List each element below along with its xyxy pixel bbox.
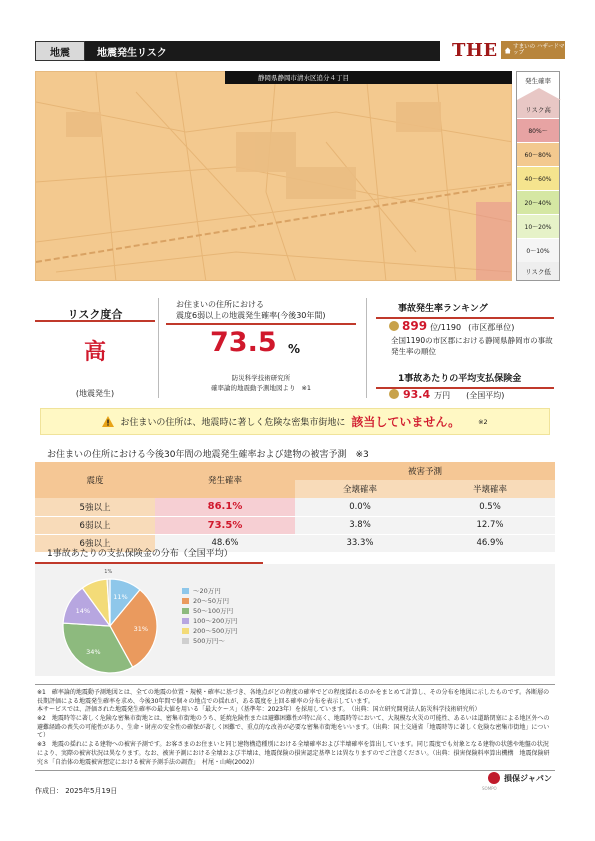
logo-subtitle bbox=[501, 41, 565, 59]
ranking-heading: 事故発生率ランキング bbox=[376, 301, 554, 319]
legend-high: リスク高 bbox=[517, 100, 559, 118]
th-probability: 発生確率 bbox=[155, 462, 295, 498]
ranking-value: 899 bbox=[402, 319, 428, 333]
probability-table bbox=[35, 462, 555, 553]
legend-band: 80%〜 bbox=[517, 118, 559, 142]
risk-level-value: 高 bbox=[83, 340, 106, 365]
th-full-collapse: 全壊確率 bbox=[295, 480, 425, 498]
company-sub: SOMPO bbox=[482, 786, 497, 791]
pie-label: 14% bbox=[75, 607, 91, 616]
legend-band: 60〜80% bbox=[517, 142, 559, 166]
risk-level-sub: (地震発生) bbox=[75, 389, 115, 398]
ranking-description: 全国1190の市区郡における静岡県静岡市の事故発生率の順位 bbox=[391, 336, 553, 356]
cell-full: 3.8% bbox=[295, 516, 425, 534]
alert-text: お住まいの住所は、地震時に著しく危険な密集市街地に bbox=[120, 418, 346, 428]
footnote-ref: ※1 bbox=[301, 383, 312, 392]
cell-probability: 86.1% bbox=[155, 498, 295, 516]
footnote: ※3 地震の揺れによる建物への被害予測です。お客さまのお住まいと同じ建物構造種別における全壊確率および半壊確率を算出しています。同じ震度でも対象となる建物の状態や地盤の状況により、実際の被害状況は異なります。なお、被害予測における全壊および半壊は、地震保険の損害認定基準とは異なりますのでご注意ください。（出典：損害保険料率算出機構 地震保険研究８「自治体の地震被害想定における被害予測手法の調査」 村尾・山崎(2002)） bbox=[37, 741, 550, 766]
legend-item bbox=[182, 606, 237, 616]
cell-half: 46.9% bbox=[425, 534, 555, 552]
probability-value: 73.5 bbox=[210, 327, 277, 358]
legend-item bbox=[182, 636, 237, 646]
pie-label: 11% bbox=[113, 592, 128, 601]
created-date: 作成日： 2025年5月19日 bbox=[35, 787, 118, 795]
legend-label: 〜20万円 bbox=[193, 587, 221, 595]
th-intensity: 震度 bbox=[35, 462, 155, 498]
footnote-ref: ※2 bbox=[478, 417, 488, 426]
category-tag: 地震 bbox=[35, 41, 85, 61]
probability-heading-line1: お住まいの住所における bbox=[176, 300, 264, 309]
map-address: 静岡県静岡市清水区追分４丁目 bbox=[225, 71, 512, 84]
cell-half: 12.7% bbox=[425, 516, 555, 534]
source-map: 確率論的地震動予測地図より bbox=[210, 383, 296, 392]
legend-title: 発生確率 bbox=[525, 76, 551, 85]
payment-heading: 1事故あたりの平均支払保険金 bbox=[376, 371, 554, 389]
payment-value: 93.4 bbox=[403, 388, 431, 401]
alert-emphasis: 該当していません。 bbox=[351, 415, 461, 429]
house-icon bbox=[504, 46, 511, 55]
cell-probability: 48.6% bbox=[155, 534, 295, 552]
legend-label: 500万円〜 bbox=[193, 637, 225, 646]
company-logo bbox=[488, 772, 552, 784]
risk-level-label: リスク度合 bbox=[35, 298, 155, 322]
pie-label: 31% bbox=[133, 624, 149, 633]
source-org: 防災科学技術研究所 bbox=[231, 374, 291, 382]
footnote: 本サービスでは、評価された地震発生確率の最大値を用いる「最大ケース」（基準年：2023年）を採用しています。 （出典：国立研究開発法人防災科学技術研究所） bbox=[37, 706, 481, 714]
legend-item bbox=[182, 596, 237, 606]
cell-probability: 73.5% bbox=[155, 516, 295, 534]
arrow-up-icon bbox=[517, 88, 561, 100]
high-risk-zone bbox=[476, 202, 512, 281]
logo-sub-text: すまいの ハザードマップ bbox=[513, 43, 565, 56]
ranking-total: 位/1190 bbox=[430, 323, 462, 332]
table-title: お住まいの住所における今後30年間の地震発生確率および建物の被害予測 ※3 bbox=[47, 450, 369, 460]
probability-legend bbox=[516, 71, 560, 281]
company-name: 損保ジャパン bbox=[504, 773, 552, 783]
hazard-map-logo bbox=[452, 38, 565, 62]
th-half-collapse: 半壊確率 bbox=[425, 480, 555, 498]
cell-full: 33.3% bbox=[295, 534, 425, 552]
page-title: 地震発生リスク bbox=[85, 41, 440, 61]
pie-title: 1事故あたりの支払保険金の分布（全国平均） bbox=[35, 546, 263, 564]
legend-label: 50〜100万円 bbox=[193, 607, 234, 616]
warning-icon bbox=[102, 416, 114, 427]
logo-brand: THE bbox=[452, 39, 498, 61]
probability-source bbox=[166, 374, 356, 394]
ranking-row bbox=[389, 319, 514, 333]
dense-area-alert bbox=[40, 408, 550, 435]
payment-unit: 万円 bbox=[434, 391, 451, 400]
divider bbox=[366, 298, 367, 398]
coin-icon bbox=[389, 389, 399, 399]
cell-half: 0.5% bbox=[425, 498, 555, 516]
ranking-scope: (市区郡単位) bbox=[468, 323, 515, 332]
legend-label: 100〜200万円 bbox=[193, 617, 238, 626]
legend-label: 20〜50万円 bbox=[193, 597, 230, 606]
legend-band: 20〜40% bbox=[517, 190, 559, 214]
th-damage: 被害予測 bbox=[295, 462, 555, 480]
pie-label: 34% bbox=[86, 648, 101, 657]
legend-label: 200〜500万円 bbox=[193, 627, 238, 636]
probability-unit: % bbox=[288, 342, 301, 356]
hazard-map[interactable] bbox=[35, 71, 512, 281]
pie-legend bbox=[182, 586, 237, 646]
payment-pie-chart bbox=[50, 568, 170, 678]
footnote: ※2 地震時等に著しく危険な密集市街地とは、密集市街地のうち、延焼危険性または避難困難性が特に高く、地震時等において、大規模な火災の可能性、あるいは道路閉塞による地区外への避難経路の喪失の可能性があり、生命・財産の安全性の確保が著しく困難で、重点的な改善が必要な密集市街地をいいます。（出典：国土交通省「地震時等に著しく危険な密集市街地」について） bbox=[37, 715, 550, 740]
payment-row bbox=[389, 388, 504, 401]
probability-heading bbox=[166, 299, 356, 325]
cell-full: 0.0% bbox=[295, 498, 425, 516]
medal-icon bbox=[389, 321, 399, 331]
map-roads bbox=[36, 72, 512, 281]
legend-item bbox=[182, 626, 237, 636]
legend-item bbox=[182, 586, 237, 596]
legend-item bbox=[182, 616, 237, 626]
legend-low: リスク低 bbox=[517, 262, 559, 280]
sompo-mark-icon bbox=[488, 772, 500, 784]
legend-band: 10〜20% bbox=[517, 214, 559, 238]
footnote: ※1 確率論的地震動予測地図とは、全ての地震の位置・規模・確率に基づき、各地点がどの程度の確率でどの程度揺れるのかをまとめて計算し、その分布を地図に示したものです。各断層の長期評価による地震発生確率を求め、今後30年間で個々の地点での揺れが、ある震度を上回る確率の分布を表示しています。 bbox=[37, 689, 550, 705]
cell-intensity: 6強以上 bbox=[35, 534, 155, 552]
legend-band: 0〜10% bbox=[517, 238, 559, 262]
table-row bbox=[35, 498, 555, 516]
cell-intensity: 5強以上 bbox=[35, 498, 155, 516]
footnotes bbox=[35, 684, 555, 771]
pie-label: 1% bbox=[104, 569, 113, 576]
legend-band: 40〜60% bbox=[517, 166, 559, 190]
payment-scope: (全国平均) bbox=[466, 391, 505, 400]
divider bbox=[158, 298, 159, 398]
table-row bbox=[35, 516, 555, 534]
cell-intensity: 6弱以上 bbox=[35, 516, 155, 534]
probability-heading-line2: 震度6弱以上の地震発生確率(今後30年間) bbox=[176, 311, 326, 321]
